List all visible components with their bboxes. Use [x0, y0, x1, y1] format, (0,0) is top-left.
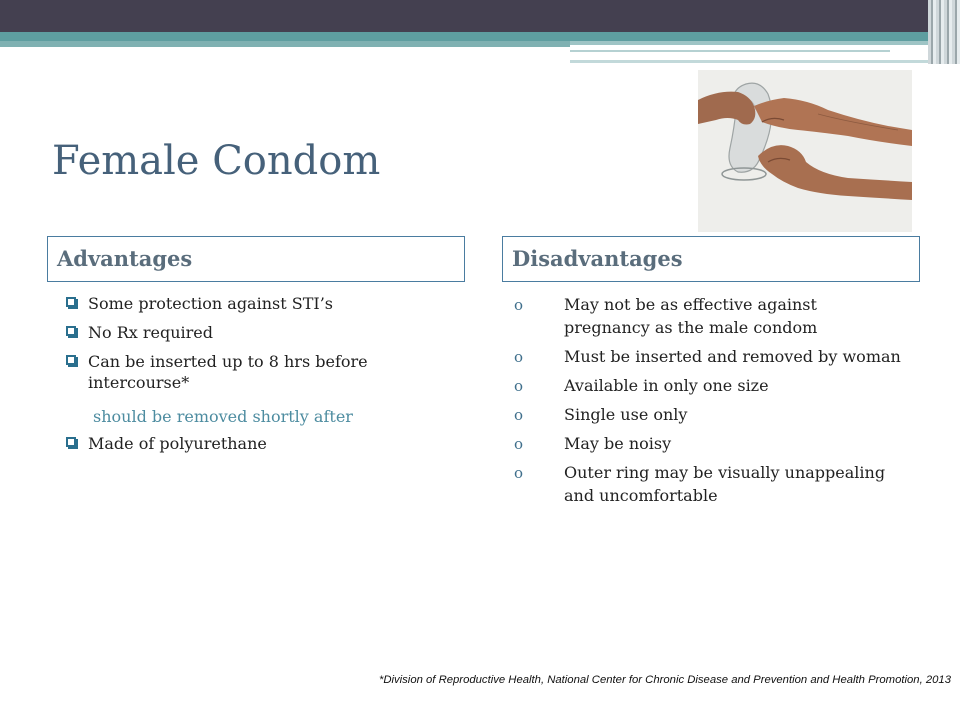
disadvantage-text: Single use only [564, 405, 688, 424]
hollow-square-bullet-icon [66, 437, 76, 447]
slide-title: Female Condom [52, 138, 381, 184]
advantages-heading: Advantages [47, 236, 465, 282]
list-item [514, 293, 904, 339]
advantage-text: Some protection against STI’s [88, 294, 333, 313]
disadvantage-text: Available in only one size [564, 376, 769, 395]
list-item [514, 374, 904, 397]
disadvantage-text: Must be inserted and removed by woman [564, 347, 901, 366]
top-bar [0, 0, 960, 32]
disadvantages-heading: Disadvantages [502, 236, 920, 282]
accent-stripe-tertiary [570, 41, 930, 45]
accent-stripe-main [0, 32, 930, 41]
hands-holding-condom-photo [698, 70, 912, 232]
disadvantage-text: May be noisy [564, 434, 672, 453]
disadvantage-text: May not be as effective against pregnancy as the male condom [564, 295, 818, 337]
disadvantages-list [514, 293, 904, 513]
accent-line-1 [570, 50, 890, 52]
accent-stripe-secondary [0, 41, 570, 47]
list-item [66, 293, 456, 314]
circle-bullet-icon: o [514, 296, 524, 314]
advantage-text: No Rx required [88, 323, 214, 342]
list-item [514, 461, 904, 507]
hollow-square-bullet-icon [66, 355, 76, 365]
advantages-list [66, 293, 456, 462]
circle-bullet-icon: o [514, 464, 524, 482]
circle-bullet-icon: o [514, 435, 524, 453]
list-item [66, 433, 456, 454]
list-item [514, 403, 904, 426]
list-item [514, 432, 904, 455]
advantage-text: Can be inserted up to 8 hrs before intercourse* [88, 352, 368, 392]
circle-bullet-icon: o [514, 348, 524, 366]
source-footnote: *Division of Reproductive Health, National Center for Chronic Disease and Prevention and Health Promotion, 2013 [378, 674, 951, 686]
list-item [66, 322, 456, 343]
hollow-square-bullet-icon [66, 326, 76, 336]
corner-stripes-decoration [928, 0, 960, 64]
advantage-text: Made of polyurethane [88, 434, 267, 453]
advantage-note: should be removed shortly after [93, 407, 353, 426]
circle-bullet-icon: o [514, 377, 524, 395]
list-item [514, 345, 904, 368]
accent-line-2 [570, 60, 940, 63]
list-item [66, 351, 456, 393]
circle-bullet-icon: o [514, 406, 524, 424]
disadvantage-text: Outer ring may be visually unappealing and uncomfortable [564, 463, 886, 505]
hollow-square-bullet-icon [66, 297, 76, 307]
